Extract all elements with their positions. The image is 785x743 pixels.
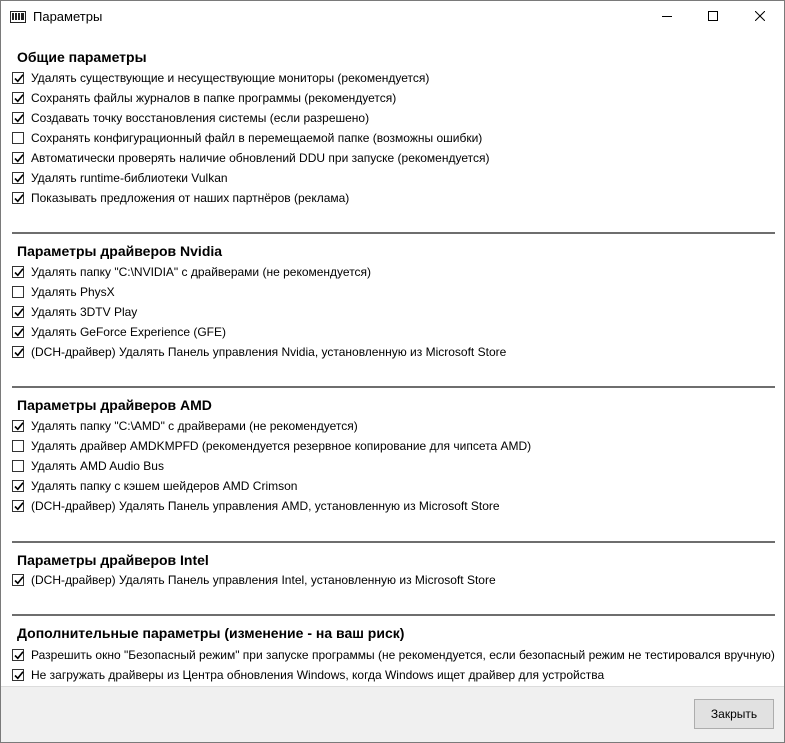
- option-nvidia-1[interactable]: [12, 283, 115, 301]
- checkbox-checked[interactable]: [12, 574, 24, 586]
- option-general-2[interactable]: [12, 109, 369, 127]
- checkbox-checked[interactable]: [12, 152, 24, 164]
- checkmark-icon: [12, 111, 26, 125]
- option-general-0[interactable]: [12, 69, 429, 87]
- close-icon: [755, 8, 765, 26]
- option-advanced-0[interactable]: [12, 646, 775, 664]
- section-title-advanced: Дополнительные параметры (изменение - на ваш риск): [17, 625, 405, 641]
- checkbox-checked[interactable]: [12, 112, 24, 124]
- option-label: Разрешить окно "Безопасный режим" при запуске программы (не рекомендуется, если безопасный режим не тестировался вручную): [31, 648, 775, 662]
- option-label: Удалять AMD Audio Bus: [31, 459, 164, 473]
- option-label: (DCH-драйвер) Удалять Панель управления Nvidia, установленную из Microsoft Store: [31, 345, 507, 359]
- option-label: Удалять существующие и несуществующие мониторы (рекомендуется): [31, 71, 430, 85]
- window-title: Параметры: [33, 9, 103, 24]
- checkbox-checked[interactable]: [12, 669, 24, 681]
- checkmark-icon: [12, 499, 26, 513]
- option-general-4[interactable]: [12, 149, 489, 167]
- option-label: Удалять папку с кэшем шейдеров AMD Crimson: [31, 479, 298, 493]
- section-title-intel: Параметры драйверов Intel: [17, 552, 209, 568]
- option-label: Удалять PhysX: [31, 285, 115, 299]
- title-bar: [1, 1, 784, 33]
- option-nvidia-4[interactable]: [12, 343, 506, 361]
- checkmark-icon: [12, 71, 26, 85]
- dialog-footer: [1, 686, 784, 742]
- checkbox-checked[interactable]: [12, 649, 24, 661]
- option-label: Показывать предложения от наших партнёров (реклама): [31, 191, 350, 205]
- section-divider: [12, 614, 775, 616]
- checkmark-icon: [12, 191, 26, 205]
- checkbox-checked[interactable]: [12, 72, 24, 84]
- minimize-icon: [662, 8, 672, 26]
- checkmark-icon: [12, 171, 26, 185]
- option-general-1[interactable]: [12, 89, 396, 107]
- option-label: Удалять GeForce Experience (GFE): [31, 325, 226, 339]
- checkbox-unchecked[interactable]: [12, 132, 24, 144]
- checkmark-icon: [12, 419, 26, 433]
- checkbox-unchecked[interactable]: [12, 460, 24, 472]
- checkbox-checked[interactable]: [12, 500, 24, 512]
- checkmark-icon: [12, 265, 26, 279]
- maximize-button[interactable]: [690, 1, 736, 32]
- checkmark-icon: [12, 573, 26, 587]
- section-title-nvidia: Параметры драйверов Nvidia: [17, 243, 223, 259]
- checkmark-icon: [12, 479, 26, 493]
- option-amd-2[interactable]: [12, 457, 164, 475]
- option-nvidia-3[interactable]: [12, 323, 226, 341]
- option-label: Сохранять конфигурационный файл в перемещаемой папке (возможны ошибки): [31, 131, 483, 145]
- section-divider: [12, 541, 775, 543]
- option-label: Удалять 3DTV Play: [31, 305, 138, 319]
- section-divider: [12, 232, 775, 234]
- app-icon: [10, 10, 26, 24]
- option-general-6[interactable]: [12, 189, 349, 207]
- option-label: Сохранять файлы журналов в папке программы (рекомендуется): [31, 91, 397, 105]
- checkbox-checked[interactable]: [12, 266, 24, 278]
- option-nvidia-2[interactable]: [12, 303, 137, 321]
- checkbox-checked[interactable]: [12, 346, 24, 358]
- checkmark-icon: [12, 91, 26, 105]
- checkmark-icon: [12, 325, 26, 339]
- option-label: Удалять runtime-библиотеки Vulkan: [31, 171, 228, 185]
- checkmark-icon: [12, 668, 26, 682]
- checkmark-icon: [12, 151, 26, 165]
- close-window-button[interactable]: [737, 1, 783, 32]
- checkmark-icon: [12, 345, 26, 359]
- checkmark-icon: [12, 648, 26, 662]
- option-advanced-1[interactable]: [12, 666, 604, 684]
- option-label: Удалять папку "C:\AMD" с драйверами (не рекомендуется): [31, 419, 358, 433]
- close-button[interactable]: Закрыть: [694, 699, 774, 729]
- checkmark-icon: [12, 305, 26, 319]
- option-amd-4[interactable]: [12, 497, 500, 515]
- checkbox-checked[interactable]: [12, 172, 24, 184]
- checkbox-checked[interactable]: [12, 326, 24, 338]
- option-amd-0[interactable]: [12, 417, 358, 435]
- option-amd-3[interactable]: [12, 477, 297, 495]
- checkbox-checked[interactable]: [12, 480, 24, 492]
- section-title-amd: Параметры драйверов AMD: [17, 397, 212, 413]
- option-intel-0[interactable]: [12, 571, 496, 589]
- option-label: (DCH-драйвер) Удалять Панель управления AMD, установленную из Microsoft Store: [31, 499, 500, 513]
- section-divider: [12, 386, 775, 388]
- minimize-button[interactable]: [644, 1, 690, 32]
- option-amd-1[interactable]: [12, 437, 531, 455]
- checkbox-unchecked[interactable]: [12, 286, 24, 298]
- maximize-icon: [708, 8, 718, 26]
- checkbox-unchecked[interactable]: [12, 440, 24, 452]
- option-nvidia-0[interactable]: [12, 263, 371, 281]
- option-label: Создавать точку восстановления системы (если разрешено): [31, 111, 370, 125]
- option-label: Удалять драйвер AMDKMPFD (рекомендуется резервное копирование для чипсета AMD): [31, 439, 532, 453]
- checkbox-checked[interactable]: [12, 92, 24, 104]
- checkbox-checked[interactable]: [12, 192, 24, 204]
- option-general-3[interactable]: [12, 129, 482, 147]
- option-label: Автоматически проверять наличие обновлений DDU при запуске (рекомендуется): [31, 151, 490, 165]
- section-title-general: Общие параметры: [17, 49, 147, 65]
- option-label: (DCH-драйвер) Удалять Панель управления Intel, установленную из Microsoft Store: [31, 573, 496, 587]
- option-label: Не загружать драйверы из Центра обновления Windows, когда Windows ищет драйвер для устройства: [31, 668, 605, 682]
- checkbox-checked[interactable]: [12, 420, 24, 432]
- option-general-5[interactable]: [12, 169, 228, 187]
- checkbox-checked[interactable]: [12, 306, 24, 318]
- option-label: Удалять папку "C:\NVIDIA" с драйверами (не рекомендуется): [31, 265, 372, 279]
